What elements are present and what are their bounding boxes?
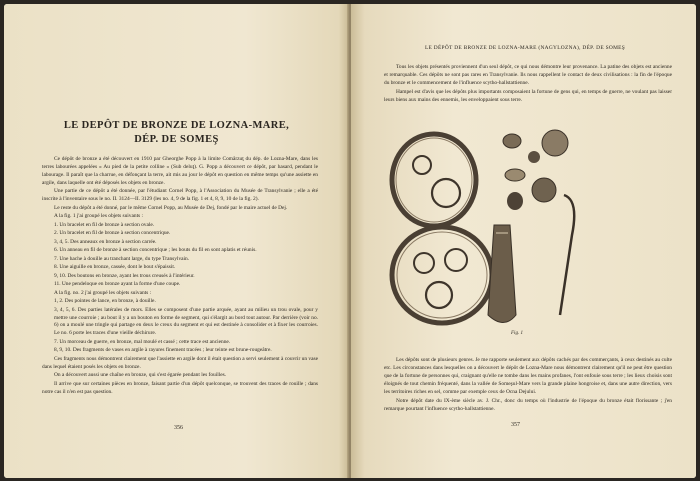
list-item: 8. Une aiguille en bronze, cassée, dont le bout s'épaissit.: [54, 264, 176, 271]
paragraph: A la fig. no. 2 j'ai groupé les objets suivants :: [54, 289, 152, 296]
ring-illustration: [414, 253, 434, 273]
article-subtitle: DÉP. DE SOMEŞ: [134, 134, 219, 145]
bracelet-illustration: [392, 134, 476, 226]
right-page: [351, 4, 696, 478]
page-number: 356: [174, 425, 183, 431]
list-item: 7. Un morceau de guerre, en bronze, mal moulé et cassé ; cette trace est ancienne.: [54, 338, 231, 345]
list-item: 11. Une pendeloque en bronze ayant la forme d'une coupe.: [54, 281, 181, 288]
list-item: 2. Un bracelet en fil de bronze à section concentrique.: [54, 230, 171, 237]
paragraph: Il arrive que sur certaines pièces en bronze, faisant partie d'un dépôt quelconque, se trouvent des traces de rouille ; dans notre cas il n'en est pas question.: [42, 380, 318, 395]
pendant-illustration: [505, 169, 525, 181]
page-number: 357: [511, 422, 520, 428]
left-body-text: [42, 156, 318, 397]
ring-illustration: [432, 179, 460, 207]
paragraph: Ce dépôt de bronze a été découvert en 1910 par Gheorghe Popp à la limite Comârzuţ du dép. de Lozna-Mare, dans les terres labourées appelées « Au pied de la petite colline » (Sub deluţ). G. Popp a découvert ce dépôt, par hasard, pendant le labourage. Il paraît que la charrue, en défonçant la terre, ait mis au jour le dépôt en question en même temps qu'une assiette en argile, dans laquelle ont été déposés les objets en bronze.: [42, 156, 318, 186]
paragraph: Hampel est d'avis que les dépôts plus importants composaient la fortune de gens qui, en temps de guerre, ne voulant pas laisser leurs biens aux mains des ennemis, les enveloppaient sous terre.: [384, 89, 672, 103]
disc-illustration: [532, 178, 556, 202]
right-body-text-top: [384, 63, 672, 105]
paragraph: Le reste du dépôt a été donné, par le même Cornel Popp, au Musée de Dej, fondé par le maire actuel de Dej.: [54, 204, 288, 211]
list-item: 9, 10. Des boutons en bronze, ayant les trous creusés à l'intérieur.: [54, 272, 195, 279]
paragraph: A la fig. 1 j'ai groupé les objets suivants :: [54, 213, 144, 220]
ring-illustration: [413, 156, 431, 174]
list-item: 3, 4, 5, 6. Des parties latérales de mors. Elles se composent d'une partie arquée, ayant au milieu un trou ovale, pour y mettre une courroie ; au bout il y a un bouton en forme de segment, qui s'élargit au bord tout autour. Par derrière (voir no. 6) on a moulé une tringle qui partage en deux le creux du segment et qui est destinée à consolider et à fixer les courroies. Le no. 6 porte les traces d'une vieille déchirure.: [54, 306, 318, 337]
bracelet-illustration: [397, 232, 487, 318]
needle-illustration: [560, 195, 574, 315]
figure-bronze-objects: [384, 125, 674, 340]
left-page: [4, 4, 349, 478]
list-item: 3, 4, 5. Des anneaux en bronze à section carrée.: [54, 238, 157, 245]
paragraph: Une partie de ce dépôt a été donnée, par l'étudiant Cornel Popp, à l'Association du Musée de Transylvanie ; elle a été inscrite à l'inventaire sous le no. II. 3124—II. 3129 (les no. 4, 9 de la fig. 1 et 4, 8, 9, 10 de la fig. 2).: [42, 188, 318, 203]
book-spread: [4, 4, 696, 478]
list-item: 7. Une hache à douille au tranchant large, du type Transylvain.: [54, 255, 190, 262]
paragraph: Les dépôts sont de plusieurs genres. Je me rapporte seulement aux dépôts cachés par des commerçants, à ceux destinés au culte etc. Les circonstances dans lesquelles on a découvert le dépôt de Lozna-Mare nous démontrent clairement qu'il ne peut être question que de la fortune de personnes qui, craignant qu'elle ne tombe dans les mains profanes, l'ont enfouie sous terre ; les lieux choisis sont éloignés de tout chemin fréquenté, dans la vallée de Someşul-Mare vers la grande plaine hongroise et, dans une autre direction, vers les territoires riches en sel, comme par exemple ceux de Ocna Dejului.: [384, 357, 672, 395]
list-item: 1. Un bracelet en fil de bronze à section ovale.: [54, 221, 155, 228]
button-illustration: [507, 192, 523, 210]
button-illustration: [503, 134, 521, 148]
axe-illustration: [488, 225, 516, 323]
list-item: 6. Un anneau en fil de bronze à section concentrique ; les bouts du fil en sont aplatis et réunis.: [54, 247, 257, 254]
right-body-text-bottom: [384, 356, 672, 414]
list-item: 1, 2. Des pointes de lance, en bronze, à douille.: [54, 298, 156, 305]
bracelet-illustration: [396, 138, 472, 222]
running-head: LE DÉPÔT DE BRONZE DE LOZNA-MARE (NAGYLOZNA), DÉP. DE SOMEŞ: [424, 45, 626, 51]
figure-caption: Fig. 1: [511, 331, 523, 336]
article-title: LE DEPÔT DE BRONZE DE LOZNA-MARE,: [63, 120, 290, 131]
list-item: 8, 9, 10. Des fragments de vases en argile à rayures finement tracées ; leur teinte est brune-rougeâtre.: [54, 347, 272, 354]
button-illustration: [528, 151, 540, 163]
paragraph: On a découvert aussi une chaîne en bronze, qui s'est égarée pendant les fouilles.: [54, 372, 227, 379]
disc-illustration: [542, 130, 568, 156]
paragraph: Notre dépôt date du IX-ème siècle av. J. Chr., donc du temps où l'industrie de l'époque du bronze était florissante ; j'en remarque pourtant l'influence scytho-hallstattienne.: [384, 398, 672, 412]
ring-illustration: [445, 249, 467, 271]
ring-illustration: [426, 282, 452, 308]
paragraph: Ces fragments nous démontrent clairement que l'assiette en argile dont il était question a servi seulement à couvrir un vase dans lequel étaient posés les objets en bronze.: [42, 355, 318, 370]
paragraph: Tous les objets présentés proviennent d'un seul dépôt, ce qui nous démontre leur provenance. La patine des objets est ancienne et remarquable. Ces dépôts ne sont pas rares en Transylvanie. Ils nous rappellent le contact de deux civilisations : la fin de l'époque du bronze et le commencement de l'influence scytho-hallstattienne.: [384, 64, 672, 86]
